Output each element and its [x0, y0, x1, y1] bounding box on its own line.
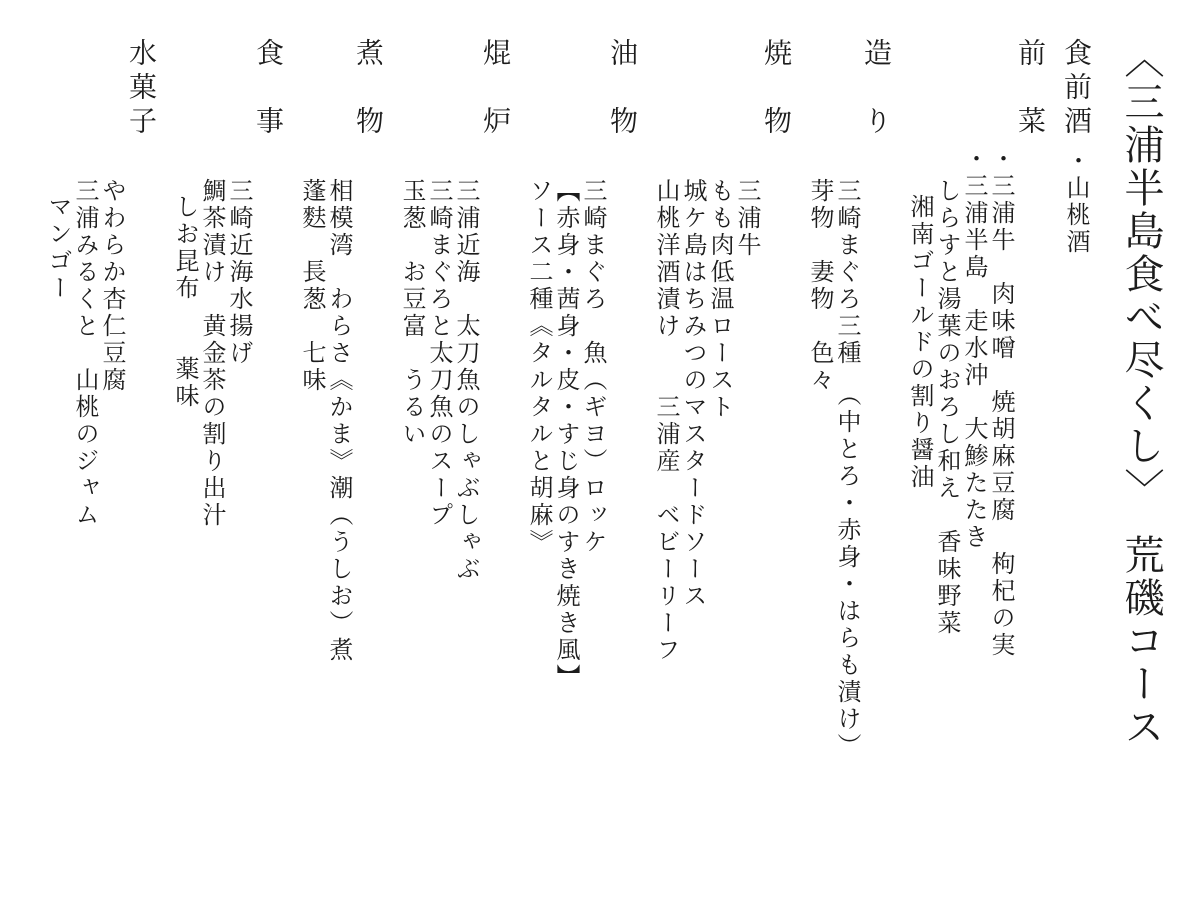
section-header: 焼 物 — [760, 38, 793, 134]
menu-line: 三崎まぐろ 魚（ギヨ）ロッケ — [579, 178, 607, 556]
menu-line — [479, 38, 511, 882]
menu-line: 相模湾 わらさ《かま》潮（うしお）煮 — [325, 178, 353, 664]
section-konro — [398, 38, 511, 882]
menu-line: ・三浦牛 肉味噌 焼胡麻豆腐 枸杞の実 — [987, 146, 1015, 659]
section-yakimono — [652, 38, 792, 882]
menu-line: もも肉低温ロースト — [706, 178, 734, 421]
section-header: 食 前 酒 — [1060, 38, 1093, 134]
menu-line: 三崎近海水揚げ — [225, 178, 253, 367]
menu-line: 三浦近海 太刀魚のしゃぶしゃぶ — [452, 178, 480, 583]
menu-line: やわらか杏仁豆腐 — [98, 178, 126, 394]
menu-line — [352, 38, 384, 882]
section-header: 前 菜 — [1014, 38, 1047, 134]
menu-line — [760, 38, 792, 882]
menu-line: 鯛茶漬け 黄金茶の割り出汁 — [198, 178, 226, 529]
section-zensai — [906, 38, 1046, 882]
section-header: 造 り — [860, 38, 893, 134]
menu-line: 芽物 妻物 色々 — [806, 178, 834, 394]
menu-line: マンゴー — [44, 194, 72, 302]
menu-line: 三浦みるくと 山桃のジャム — [71, 178, 99, 529]
menu-line: 城ケ島はちみつのマスタードソース — [679, 178, 707, 610]
menu-line: 山桃洋酒漬け 三浦産 ベビーリーフ — [652, 178, 680, 664]
section-header: 食 事 — [252, 38, 285, 134]
section-nimono — [298, 38, 384, 882]
section-header: 水 菓 子 — [125, 38, 158, 134]
section-tsukuri — [806, 38, 892, 882]
menu-line: 三浦牛 — [733, 178, 761, 259]
menu-line: 三崎まぐろと太刀魚のスープ — [425, 178, 453, 529]
section-mizugashi — [44, 38, 157, 882]
menu-line — [1014, 38, 1046, 882]
section-header: 煮 物 — [352, 38, 385, 134]
menu-line — [1060, 38, 1092, 882]
menu-line: 湘南ゴールドの割り醤油 — [906, 194, 934, 491]
section-aburamono — [525, 38, 638, 882]
menu-line: ・三浦半島 走水沖 大鯵たたき — [960, 146, 988, 551]
menu-line: 玉葱 お豆富 うるい — [398, 178, 426, 448]
menu-line: しお昆布 薬味 — [171, 194, 199, 410]
course-title: 〈三浦半島食べ尽くし〉 荒磯コース — [1118, 38, 1164, 749]
menu-line: 三崎まぐろ三種 （中とろ・赤身・はらも漬け） — [833, 178, 861, 760]
menu-line: しらすと湯葉のおろし和え 香味野菜 — [933, 178, 961, 637]
menu-line: 【赤身・茜身・皮・すじ身のすき焼き風】 — [552, 178, 580, 691]
menu-line: ソース二種《タルタルと胡麻》 — [525, 178, 553, 556]
menu-line — [860, 38, 892, 882]
section-header: 油 物 — [606, 38, 639, 134]
menu-line — [606, 38, 638, 882]
menu-line: 蓬麩 長葱 七味 — [298, 178, 326, 394]
menu-line — [125, 38, 157, 882]
menu-line — [252, 38, 284, 882]
section-header: 焜 炉 — [479, 38, 512, 134]
section-shokuzenshu — [1060, 38, 1092, 882]
section-shokuji — [171, 38, 284, 882]
menu-item-text: ・山桃酒 — [1062, 148, 1090, 256]
